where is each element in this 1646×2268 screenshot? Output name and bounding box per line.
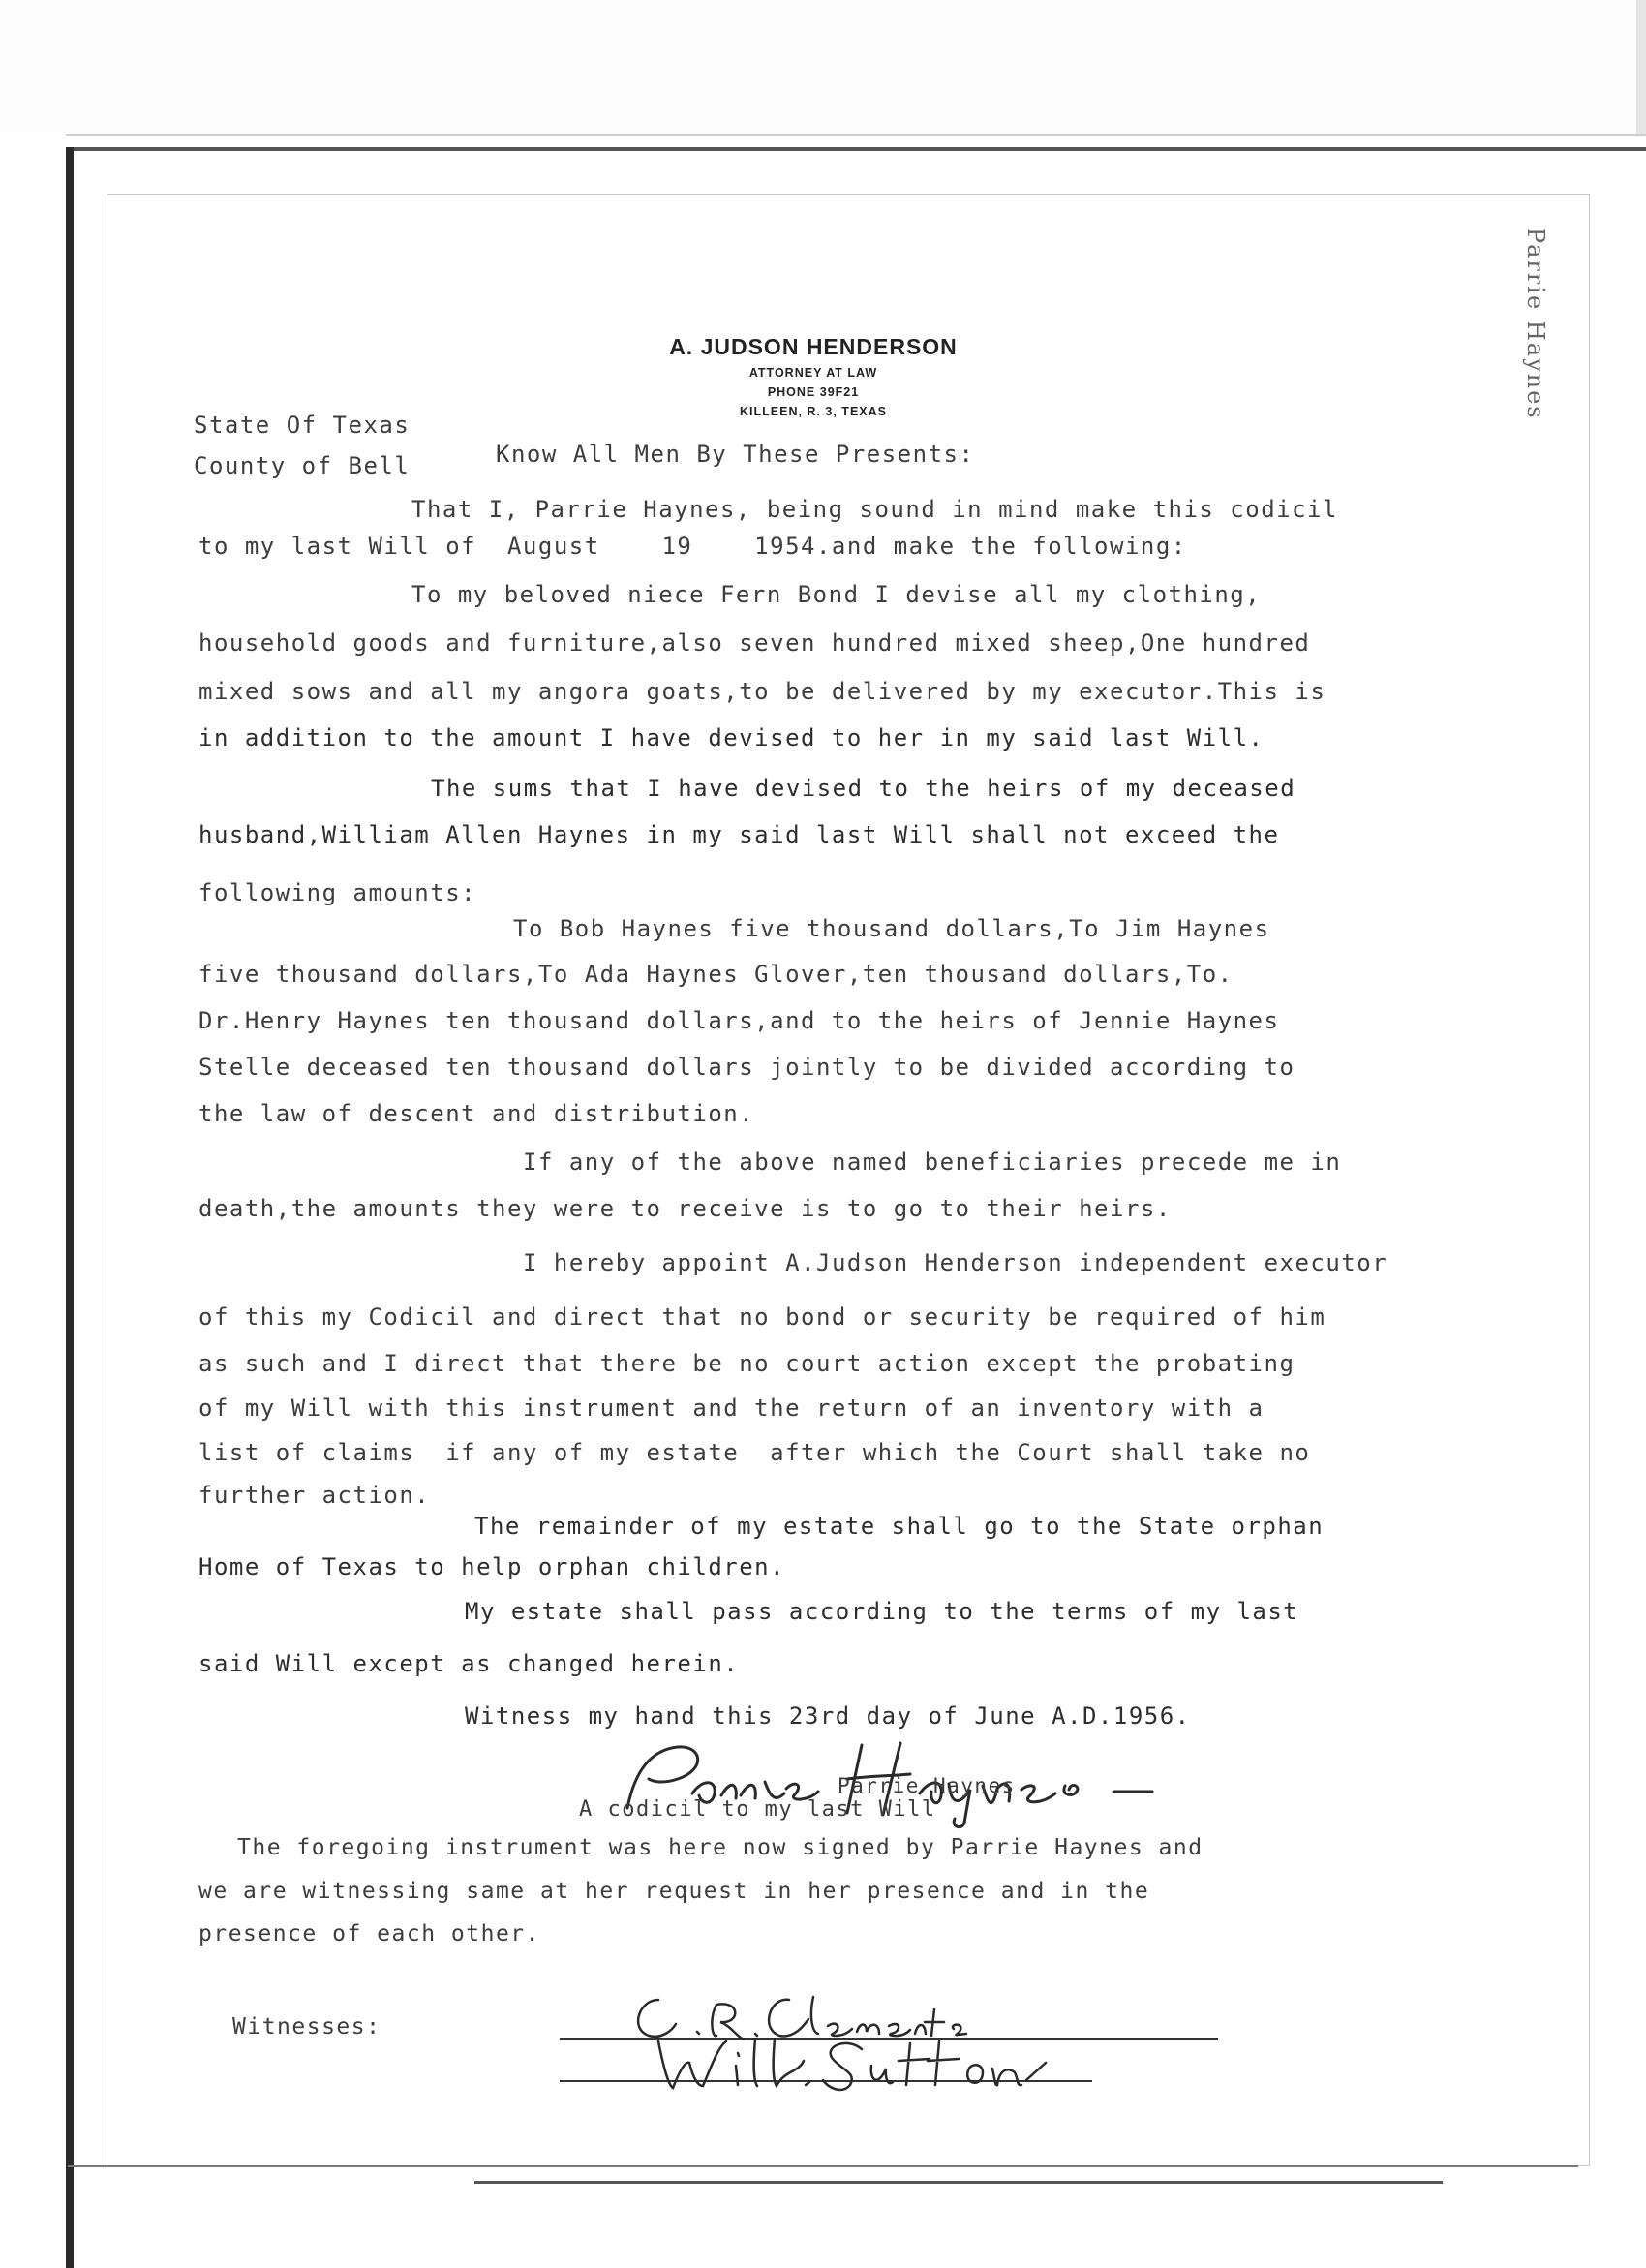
body-line: list of claims if any of my estate after which the Court shall take no	[198, 1439, 1311, 1466]
body-line: following amounts:	[198, 879, 477, 906]
body-line: death,the amounts they were to receive is to go to their heirs.	[198, 1195, 1172, 1222]
body-line: household goods and furniture,also seven hundred mixed sheep,One hundred	[198, 629, 1311, 657]
attestation-line: presence of each other.	[198, 1921, 540, 1946]
body-line: If any of the above named beneficiaries precede me in	[523, 1149, 1342, 1176]
body-line: said Will except as changed herein.	[198, 1650, 740, 1677]
venue-state: State Of Texas	[194, 412, 411, 439]
letterhead	[620, 334, 1007, 418]
page-frame	[107, 194, 1590, 2166]
venue-county: County of Bell	[194, 452, 411, 479]
body-line: further action.	[198, 1482, 431, 1509]
letterhead-phone: PHONE 39F21	[767, 385, 860, 399]
body-line: to my last Will of August 19 1954.and make the following:	[198, 533, 1187, 560]
scan-margin-top	[0, 0, 1646, 134]
signature-caption: A codicil to my last Will	[579, 1797, 936, 1822]
scan-edge-right	[1636, 0, 1646, 136]
body-line: the law of descent and distribution.	[198, 1100, 755, 1127]
body-line: Dr.Henry Haynes ten thousand dollars,and to the heirs of Jennie Haynes	[198, 1007, 1280, 1034]
body-line: My estate shall pass according to the terms of my last	[465, 1598, 1299, 1625]
attestation-line: we are witnessing same at her request in her presence and in the	[198, 1879, 1150, 1904]
body-line: husband,William Allen Haynes in my said last Will shall not exceed the	[198, 821, 1280, 848]
body-line: The sums that I have devised to the heirs of my deceased	[431, 775, 1296, 802]
body-line: I hereby appoint A.Judson Henderson independent executor	[523, 1249, 1388, 1276]
witnesses-label: Witnesses:	[232, 2014, 381, 2039]
letterhead-name: A. JUDSON HENDERSON	[669, 334, 958, 359]
bottom-rule	[68, 2165, 1578, 2167]
salutation: Know All Men By These Presents:	[496, 441, 975, 468]
body-line: To Bob Haynes five thousand dollars,To Jim Haynes	[513, 915, 1270, 942]
scan-edge-line	[66, 134, 1646, 136]
witness-2-signature	[639, 2032, 1084, 2099]
signature-typed-name: Parrie Haynes	[838, 1774, 1016, 1797]
body-line: That I, Parrie Haynes, being sound in mind make this codicil	[412, 496, 1338, 523]
body-line: in addition to the amount I have devised to her in my said last Will.	[198, 724, 1265, 751]
body-line: Home of Texas to help orphan children.	[198, 1553, 786, 1580]
paper-edge-left	[66, 147, 74, 2268]
margin-note: Parrie Haynes	[1522, 228, 1549, 420]
body-line: Stelle deceased ten thousand dollars jointly to be divided according to	[198, 1054, 1295, 1081]
paper-edge-top	[66, 147, 1646, 151]
body-line: as such and I direct that there be no court action except the probating	[198, 1350, 1295, 1377]
body-line: of this my Codicil and direct that no bond or security be required of him	[198, 1303, 1326, 1331]
body-line: The remainder of my estate shall go to the State orphan	[474, 1513, 1325, 1540]
body-line: five thousand dollars,To Ada Haynes Glover,ten thousand dollars,To.	[198, 961, 1234, 988]
bottom-rule-short	[474, 2181, 1443, 2184]
witness-date-line: Witness my hand this 23rd day of June A.D.1956.	[465, 1702, 1191, 1730]
attestation-line: The foregoing instrument was here now signed by Parrie Haynes and	[237, 1835, 1204, 1860]
body-line: of my Will with this instrument and the return of an inventory with a	[198, 1395, 1265, 1422]
body-line: To my beloved niece Fern Bond I devise all my clothing,	[412, 581, 1262, 608]
body-line: mixed sows and all my angora goats,to be delivered by my executor.This is	[198, 678, 1326, 705]
letterhead-address: KILLEEN, R. 3, TEXAS	[740, 405, 887, 418]
letterhead-title: ATTORNEY AT LAW	[748, 366, 878, 380]
